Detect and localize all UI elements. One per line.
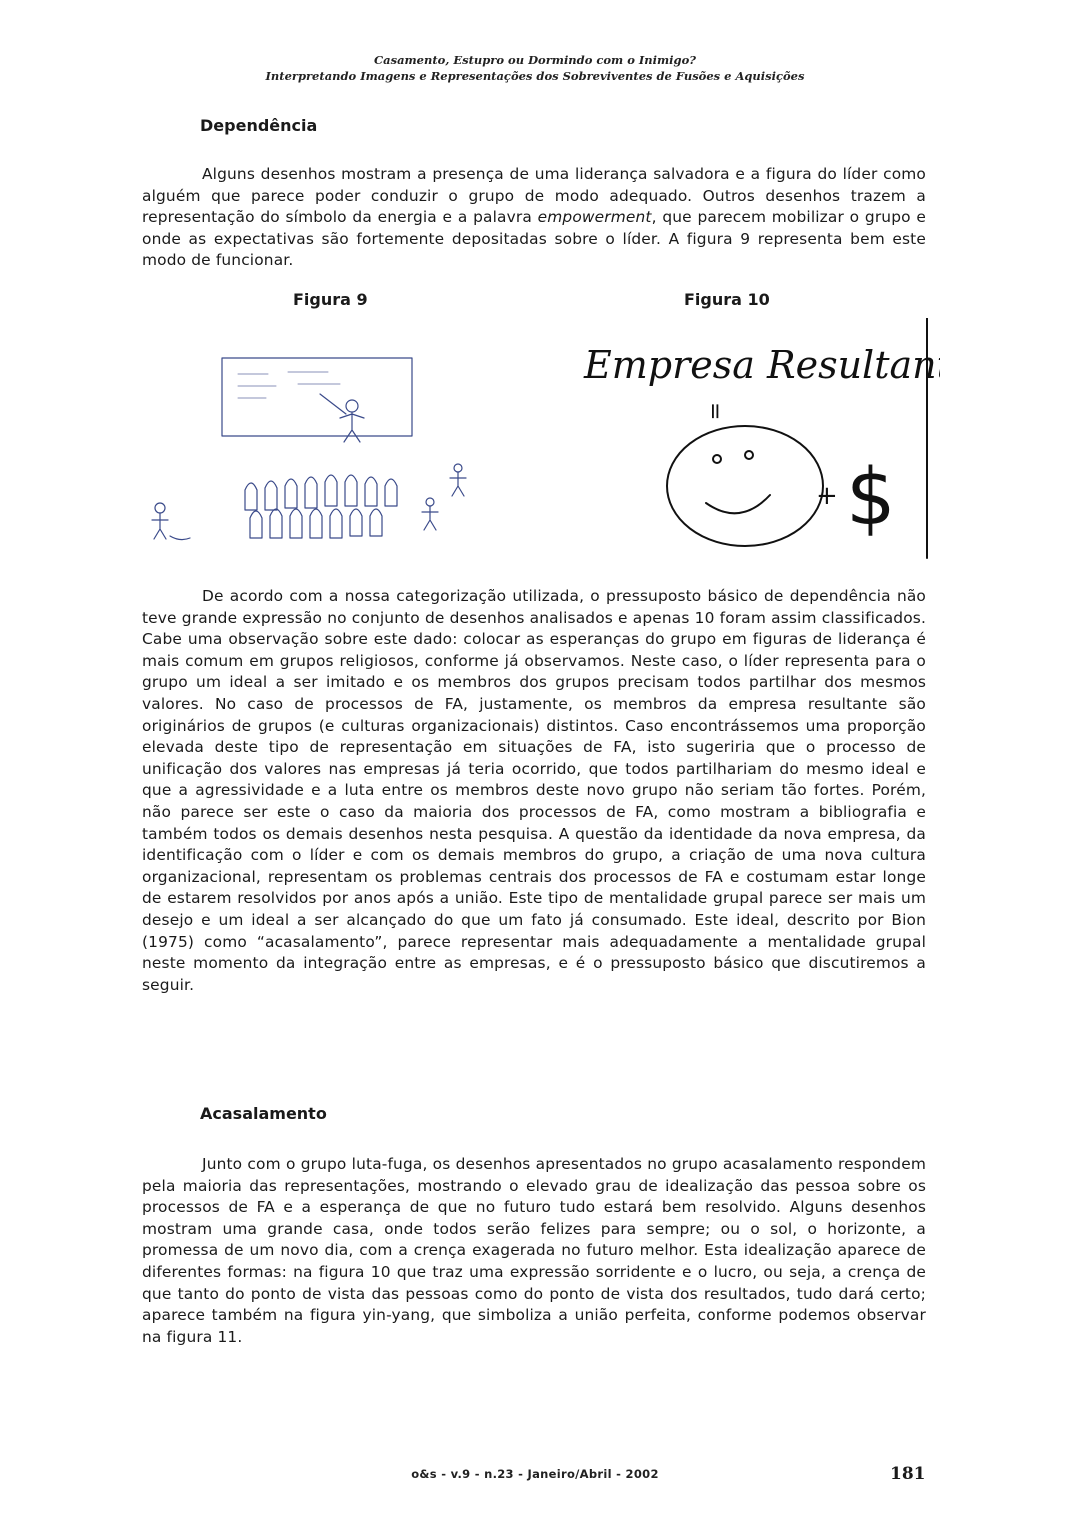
- section-heading-acasalamento: Acasalamento: [200, 1104, 327, 1123]
- board-rectangle: [222, 358, 412, 436]
- paragraph-acasalamento: Junto com o grupo luta-fuga, os desenhos apresentados no grupo acasalamento respondem pela maioria das representações, mostrando o elevado grau de idealização das pessoa sobre os processos de FA e a esperança de que no futuro tudo estará bem resolvido. Alguns desenhos mostram uma grande casa, onde todos serão felizes para sempre; ou o sol, o horizonte, a promessa de um novo dia, com a crença exagerada no futuro melhor. Esta idealização aparece de diferentes formas: na figura 10 que traz uma expressão sorridente e o lucro, ou seja, a crença de que tanto do ponto de vista das pessoas como do ponto de vista dos resultados, tudo dará certo; aparece também na figura yin-yang, que simboliza a união perfeita, conforme podemos observar na figura 11.: [142, 1155, 926, 1346]
- paragraph-dependencia-intro: [142, 164, 926, 272]
- header-subtitle: Interpretando Imagens e Representações dos Sobreviventes de Fusões e Aquisições: [265, 69, 805, 83]
- running-header: [0, 52, 1070, 84]
- figure-10-drawing: [560, 318, 940, 567]
- plus-sign: +: [816, 481, 838, 511]
- group-figures: [152, 464, 466, 540]
- dollar-sign: $: [846, 453, 896, 543]
- emphasis-empowerment: empowerment: [537, 208, 652, 227]
- equals-sign: =: [702, 402, 727, 421]
- smiley-left-eye: [713, 455, 721, 463]
- header-title: Casamento, Estupro ou Dormindo com o Inimigo?: [373, 53, 697, 67]
- leader-group-sketch: [140, 350, 480, 560]
- paragraph-dependencia-analysis: De acordo com a nossa categorização utilizada, o pressuposto básico de dependência não teve grande expressão no conjunto de desenhos analisados e apenas 10 foram assim classificados. Cabe uma observação sobre este dado: colocar as esperanças do grupo em figuras de liderança é mais comum em grupos religiosos, conforme já observamos. Neste caso, o líder representa para o grupo um ideal a ser imitado e os membros dos grupos precisam todos partilhar dos mesmos valores. No caso de processos de FA, justamente, os membros da empresa resultante são originários de grupos (e culturas organizacionais) distintos. Caso encontrássemos uma proporção elevada deste tipo de representação em situações de FA, isto sugeriria que o processo de unificação dos valores nas empresas já teria ocorrido, que todos partilhariam do mesmo ideal e que a agressividade e a luta entre os membros deste novo grupo não seriam tão fortes. Porém, não parece ser este o caso da maioria dos processos de FA, como mostram a bibliografia e também todos os demais desenhos nesta pesquisa. A questão da identidade da nova empresa, da identificação com o líder e com os demais membros do grupo, a criação de uma nova cultura organizacional, representam os problemas centrais dos processos de FA e costumam estar longe de estarem resolvidos por anos após a união. Este tipo de mentalidade grupal parece ser mais um desejo e um ideal a ser alcançado do que um fato já consumado. Este ideal, descrito por Bion (1975) como “acasalamento”, parece representar mais adequadamente a mentalidade grupal neste momento da integração entre as empresas, e é o pressuposto básico que discutiremos a seguir.: [142, 587, 926, 994]
- figure-10-caption: Figura 10: [684, 290, 770, 309]
- page-number: 181: [890, 1464, 926, 1484]
- handwriting-empresa-resultante: Empresa Resultante: [584, 343, 940, 387]
- smiley-mouth: [706, 495, 770, 513]
- smiley-face-outline: [667, 426, 823, 546]
- smiley-right-eye: [745, 451, 753, 459]
- paragraph-text: , que parecem mobilizar o grupo e onde as expectativas são fortemente depositadas sobre o líder. A figura 9 representa bem este modo de funcionar.: [142, 208, 926, 270]
- section-heading-dependencia: Dependência: [200, 116, 318, 135]
- figure-9-drawing: [140, 350, 480, 564]
- journal-footer: o&s - v.9 - n.23 - Janeiro/Abril - 2002: [411, 1467, 659, 1481]
- figure-9-caption: Figura 9: [293, 290, 368, 309]
- paragraph-text: Alguns desenhos mostram a presença de uma liderança salvadora e a figura do líder como alguém que parece poder conduzir o grupo de modo adequado. Outros desenhos trazem a representação do símbolo da energia e a palavra: [142, 165, 926, 227]
- smiley-profit-sketch: [560, 318, 940, 563]
